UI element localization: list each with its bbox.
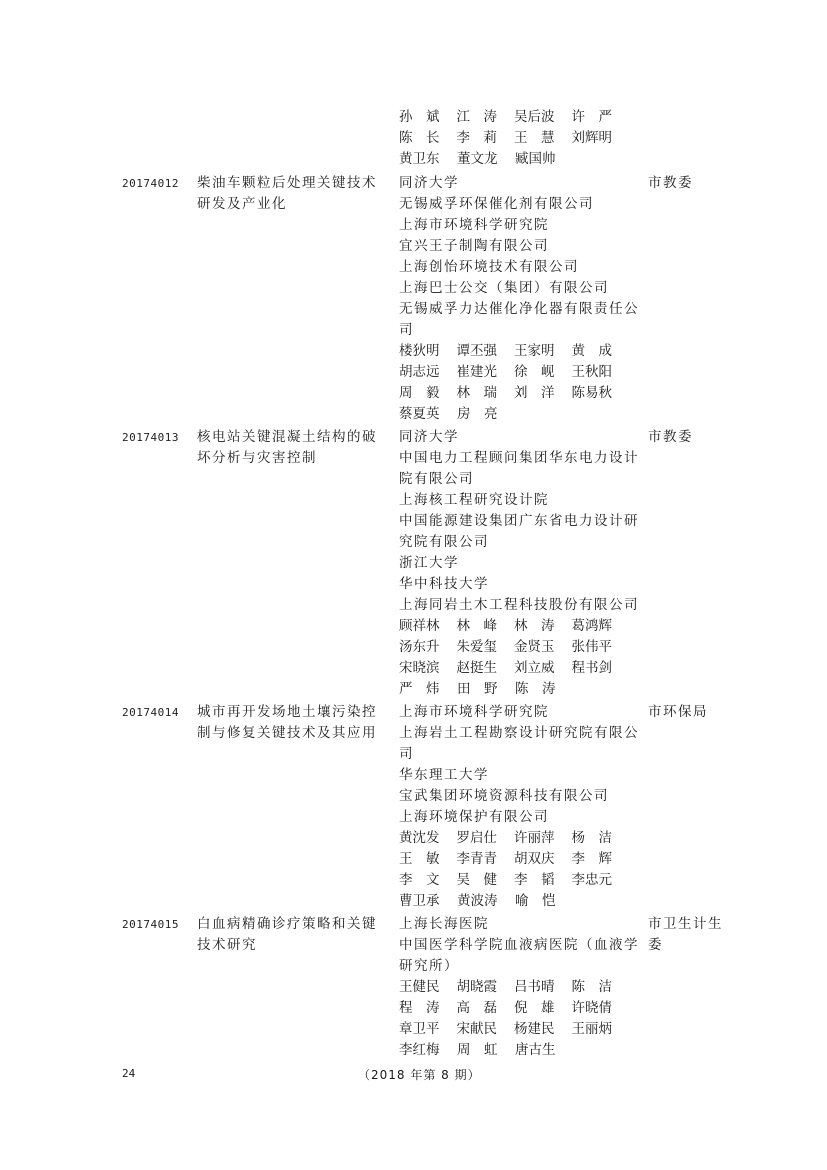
person-name: 陈 洁: [571, 979, 612, 995]
person-name: 李红梅: [399, 1042, 440, 1058]
people-list: [399, 341, 639, 425]
person-name: 李 韬: [514, 872, 555, 888]
entry-department: 市教委: [648, 175, 693, 191]
person-name: 程书剑: [571, 660, 612, 676]
person-name: 孙 斌: [399, 109, 440, 125]
people-line: [399, 828, 629, 849]
person-name: 谭丕强: [456, 343, 497, 359]
person-name: 黄波涛: [457, 893, 498, 909]
people-line: [399, 679, 629, 700]
person-name: 林 瑞: [456, 385, 497, 401]
person-name: 黄卫东: [399, 151, 440, 167]
people-line: [399, 637, 629, 658]
person-name: 曹卫承: [399, 893, 440, 909]
person-name: 朱爱玺: [456, 639, 497, 655]
unit-name: 华中科技大学: [399, 576, 489, 592]
unit-name: 无锡威孚环保催化剂有限公司: [399, 196, 594, 212]
person-name: 葛鸿辉: [571, 618, 612, 634]
person-name: 吴后波: [514, 109, 555, 125]
people-line: [399, 1019, 629, 1040]
person-name: 章卫平: [399, 1021, 440, 1037]
person-name: 黄 成: [571, 343, 612, 359]
unit-name: 上海市环境科学研究院: [399, 217, 549, 233]
people-list: [399, 977, 639, 1061]
person-name: 金贤玉: [514, 639, 555, 655]
unit-name: 同济大学: [399, 429, 459, 445]
unit-name: 中国医学科学院血液病医院（血液学研究所）: [399, 937, 639, 974]
people-line: [399, 1040, 629, 1061]
entry-department: 市教委: [648, 429, 693, 445]
person-name: 顾祥林: [399, 618, 440, 634]
person-name: 周 毅: [399, 385, 440, 401]
entry-title: 柴油车颗粒后处理关键技术研发及产业化: [197, 175, 377, 212]
unit-name: 浙江大学: [399, 555, 459, 571]
people-line: [399, 149, 629, 170]
person-name: 房 亮: [457, 406, 498, 422]
people-line: [399, 404, 629, 425]
person-name: 林 涛: [514, 618, 555, 634]
people-line: [399, 341, 629, 362]
people-line: [399, 998, 629, 1019]
entry-units: [399, 173, 639, 425]
person-name: 严 炜: [399, 681, 440, 697]
person-name: 楼狄明: [399, 343, 440, 359]
person-name: 董文龙: [457, 151, 498, 167]
person-name: 赵挺生: [456, 660, 497, 676]
unit-name: 无锡威孚力达催化净化器有限责任公司: [399, 301, 639, 338]
entry-title: 白血病精确诊疗策略和关键技术研究: [197, 916, 377, 953]
person-name: 臧国帅: [515, 151, 556, 167]
person-name: 刘立威: [514, 660, 555, 676]
person-name: 胡志远: [399, 364, 440, 380]
person-name: 王 慧: [514, 130, 555, 146]
person-name: 杨 洁: [571, 830, 612, 846]
person-name: 周 虹: [457, 1042, 498, 1058]
person-name: 程 涛: [399, 1000, 440, 1016]
unit-name: 上海长海医院: [399, 916, 489, 932]
people-line: [399, 616, 629, 637]
person-name: 高 磊: [456, 1000, 497, 1016]
person-name: 喻 恺: [515, 893, 556, 909]
person-name: 许 严: [571, 109, 612, 125]
person-name: 王秋阳: [571, 364, 612, 380]
person-name: 陈 长: [399, 130, 440, 146]
people-line: [399, 891, 629, 912]
people-line: [399, 362, 629, 383]
unit-name: 上海市环境科学研究院: [399, 704, 549, 720]
people-line: [399, 849, 629, 870]
unit-name: 上海岩土工程勘察设计研究院有限公司: [399, 725, 639, 762]
person-name: 蔡夏英: [399, 406, 440, 422]
person-name: 宋晓滨: [399, 660, 440, 676]
people-line: [399, 977, 629, 998]
person-name: 胡晓霞: [456, 979, 497, 995]
issue-label: （2018 年第 8 期）: [358, 1068, 481, 1082]
person-name: 王丽炳: [571, 1021, 612, 1037]
unit-name: 宝武集团环境资源科技有限公司: [399, 788, 609, 804]
person-name: 徐 岘: [514, 364, 555, 380]
person-name: 李青青: [456, 851, 497, 867]
person-name: 许丽萍: [514, 830, 555, 846]
person-name: 胡双庆: [514, 851, 555, 867]
unit-name: 上海创怡环境技术有限公司: [399, 259, 579, 275]
people-line: [399, 383, 629, 404]
person-name: 杨建民: [514, 1021, 555, 1037]
entry-department: 市环保局: [648, 704, 708, 720]
entry-number: 20174014: [122, 706, 179, 719]
person-name: 罗启仕: [456, 830, 497, 846]
entry-units: [399, 427, 639, 700]
person-name: 王家明: [514, 343, 555, 359]
person-name: 江 涛: [456, 109, 497, 125]
person-name: 黄沈发: [399, 830, 440, 846]
unit-name: 华东理工大学: [399, 767, 489, 783]
person-name: 汤东升: [399, 639, 440, 655]
people-list: [399, 828, 639, 912]
unit-name: 宜兴王子制陶有限公司: [399, 238, 549, 254]
entry-department: 市卫生计生委: [648, 916, 723, 953]
person-name: 宋献民: [456, 1021, 497, 1037]
person-name: 李 文: [399, 872, 440, 888]
entry-title: 城市再开发场地土壤污染控制与修复关键技术及其应用: [197, 704, 377, 741]
people-line: [399, 870, 629, 891]
unit-name: 上海环境保护有限公司: [399, 809, 549, 825]
person-name: 崔建光: [456, 364, 497, 380]
person-name: 刘 洋: [514, 385, 555, 401]
person-name: 王健民: [399, 979, 440, 995]
unit-name: 上海核工程研究设计院: [399, 492, 549, 508]
person-name: 吕书晴: [514, 979, 555, 995]
people-line: [399, 107, 629, 128]
people-list: [399, 616, 639, 700]
person-name: 李忠元: [571, 872, 612, 888]
entry-number: 20174013: [122, 431, 179, 444]
person-name: 林 峰: [456, 618, 497, 634]
person-name: 李 辉: [571, 851, 612, 867]
unit-name: 中国能源建设集团广东省电力设计研究院有限公司: [399, 513, 639, 550]
person-name: 吴 健: [456, 872, 497, 888]
person-name: 陈易秋: [571, 385, 612, 401]
unit-name: 中国电力工程顾问集团华东电力设计院有限公司: [399, 450, 639, 487]
entry-units: [399, 914, 639, 1061]
unit-name: 上海巴士公交（集团）有限公司: [399, 280, 609, 296]
person-name: 李 莉: [456, 130, 497, 146]
person-name: 田 野: [457, 681, 498, 697]
entry-number: 20174015: [122, 918, 179, 931]
people-line: [399, 128, 629, 149]
person-name: 唐古生: [515, 1042, 556, 1058]
people-list: [399, 107, 639, 170]
people-line: [399, 658, 629, 679]
entry-units: [399, 702, 639, 912]
person-name: 王 敏: [399, 851, 440, 867]
page-number: 24: [122, 1067, 136, 1080]
person-name: 许晓倩: [571, 1000, 612, 1016]
person-name: 张伟平: [571, 639, 612, 655]
person-name: 陈 涛: [515, 681, 556, 697]
unit-name: 同济大学: [399, 175, 459, 191]
unit-name: 上海同岩土木工程科技股份有限公司: [399, 597, 639, 613]
person-name: 刘辉明: [571, 130, 612, 146]
person-name: 倪 雄: [514, 1000, 555, 1016]
entry-number: 20174012: [122, 177, 179, 190]
entry-title: 核电站关键混凝土结构的破坏分析与灾害控制: [197, 429, 377, 466]
